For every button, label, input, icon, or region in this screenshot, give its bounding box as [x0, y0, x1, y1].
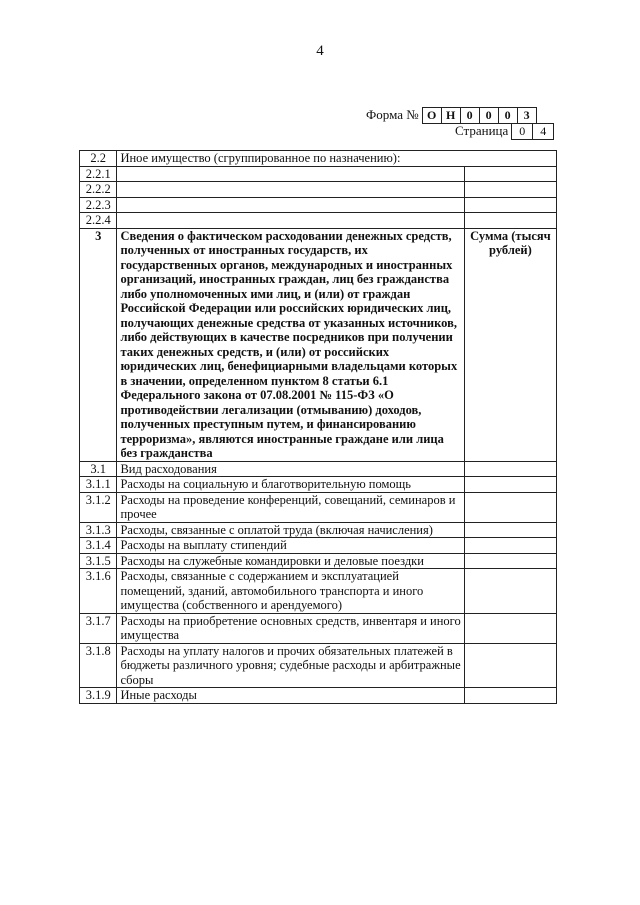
row-description: Расходы, связанные с оплатой труда (включая начисления) [117, 522, 464, 538]
row-number: 3.1.1 [80, 477, 117, 493]
row-sum [464, 569, 556, 614]
row-sum [464, 197, 556, 213]
table-row [80, 643, 557, 688]
row-description: Вид расходования [117, 461, 464, 477]
table-row [80, 228, 557, 461]
table-row [80, 151, 557, 167]
row-number: 3.1.2 [80, 492, 117, 522]
form-code-cell: 0 [479, 108, 498, 123]
row-sum [464, 538, 556, 554]
row-description [117, 166, 464, 182]
row-number: 3.1.5 [80, 553, 117, 569]
row-description [117, 182, 464, 198]
page-code-cell: 0 [519, 123, 526, 138]
row-sum [464, 477, 556, 493]
page-code-cell: 4 [532, 124, 553, 139]
row-sum [464, 643, 556, 688]
row-description: Расходы на социальную и благотворительную помощь [117, 477, 464, 493]
row-sum [464, 553, 556, 569]
row-sum [464, 522, 556, 538]
table-row [80, 688, 557, 704]
form-code-cell: 0 [460, 108, 479, 123]
row-description: Расходы на приобретение основных средств, инвентаря и иного имущества [117, 613, 464, 643]
page-indicator-cells [511, 123, 554, 140]
table-row [80, 613, 557, 643]
row-sum [464, 182, 556, 198]
table-row [80, 197, 557, 213]
row-sum [464, 166, 556, 182]
form-code-cell: Н [441, 108, 460, 123]
table-row [80, 461, 557, 477]
row-description: Иное имущество (сгруппированное по назначению): [117, 151, 557, 167]
report-table-body [80, 151, 557, 704]
report-table [79, 150, 557, 704]
row-description: Расходы, связанные с содержанием и эксплуатацией помещений, зданий, автомобильного транспорта и иного имущества (собственного и арендуемого) [117, 569, 464, 614]
row-description: Расходы на проведение конференций, совещаний, семинаров и прочее [117, 492, 464, 522]
table-row [80, 492, 557, 522]
row-description: Расходы на уплату налогов и прочих обязательных платежей в бюджеты различного уровня; судебные расходы и арбитражные сборы [117, 643, 464, 688]
row-description: Расходы на выплату стипендий [117, 538, 464, 554]
row-number: 2.2.4 [80, 213, 117, 229]
row-number: 3.1 [80, 461, 117, 477]
table-row [80, 569, 557, 614]
form-code-cell: 3 [517, 108, 536, 123]
table-row [80, 166, 557, 182]
table-row [80, 213, 557, 229]
row-sum: Сумма (тысяч рублей) [464, 228, 556, 461]
row-sum [464, 688, 556, 704]
form-code-cell: О [426, 107, 437, 122]
row-number: 3.1.8 [80, 643, 117, 688]
page-number: 4 [316, 43, 324, 59]
row-number: 3 [80, 228, 117, 461]
table-row [80, 553, 557, 569]
row-number: 2.2.3 [80, 197, 117, 213]
row-description: Сведения о фактическом расходовании денежных средств, полученных от иностранных государств, их государственных органов, международных и иностранных организаций, иностранных граждан, лиц без гражданства либо уполномоченных ими лиц, и (или) от граждан Российской Федерации или российских юридических лиц, получающих денежные средства от указанных источников, либо действующих в качестве посредников при получении таких денежных средств, и (или) от российских юридических лиц, бенефициарными владельцами которых в значении, определенном пунктом 8 статьи 6.1 Федерального закона от 07.08.2001 № 115-ФЗ «О противодействии легализации (отмыванию) доходов, полученных преступным путем, и финансированию терроризма», являются иностранные граждане или лица без гражданства [117, 228, 464, 461]
table-row [80, 522, 557, 538]
table-row [80, 538, 557, 554]
form-number-label: Форма № [366, 107, 419, 122]
row-sum [464, 492, 556, 522]
row-sum [464, 213, 556, 229]
row-number: 3.1.3 [80, 522, 117, 538]
row-description [117, 197, 464, 213]
row-description [117, 213, 464, 229]
row-sum [464, 461, 556, 477]
row-number: 3.1.6 [80, 569, 117, 614]
table-row [80, 477, 557, 493]
table-row [80, 182, 557, 198]
row-number: 3.1.7 [80, 613, 117, 643]
page-indicator-label: Страница [455, 123, 509, 138]
form-number-cells [422, 107, 537, 124]
page-indicator [455, 123, 554, 139]
row-number: 2.2 [80, 151, 117, 167]
row-sum [464, 613, 556, 643]
form-code-cell: 0 [498, 108, 517, 123]
row-number: 2.2.2 [80, 182, 117, 198]
row-description: Иные расходы [117, 688, 464, 704]
row-number: 3.1.9 [80, 688, 117, 704]
row-description: Расходы на служебные командировки и деловые поездки [117, 553, 464, 569]
row-number: 3.1.4 [80, 538, 117, 554]
form-number [366, 107, 537, 123]
row-number: 2.2.1 [80, 166, 117, 182]
